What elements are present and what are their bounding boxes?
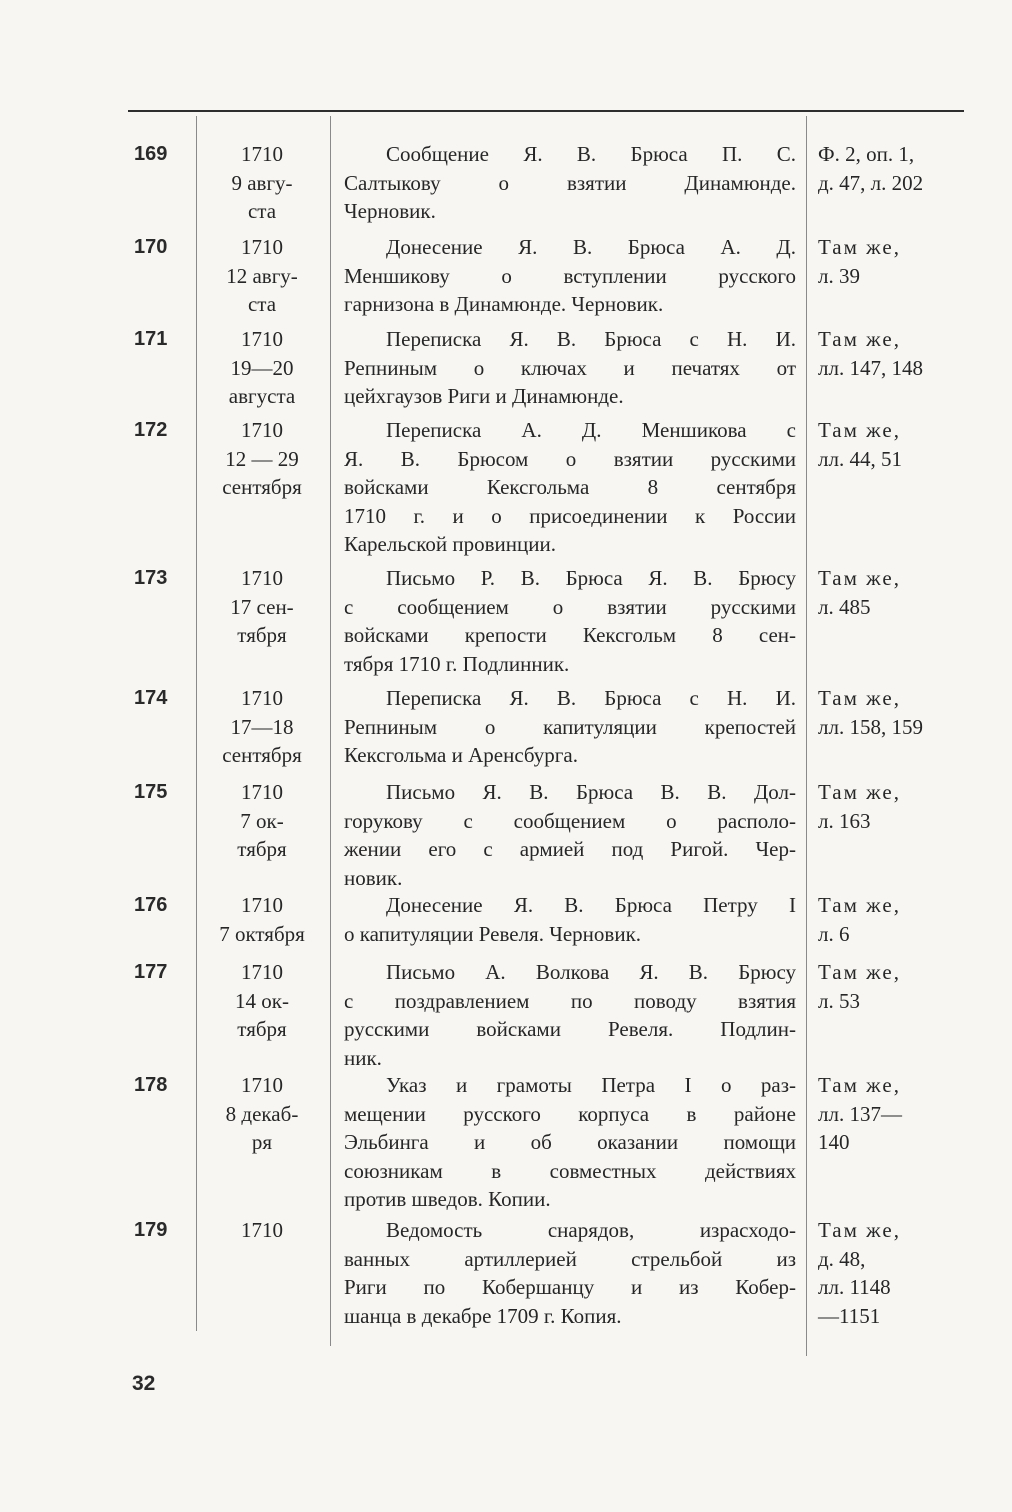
date-line: 1710 [241, 893, 283, 917]
date-line: 7 ок- [240, 808, 284, 833]
row-number: 176 [134, 894, 168, 916]
reference-line: Там же, [818, 566, 901, 590]
reference-line: лл. 44, 51 [818, 446, 902, 471]
date-line: 7 октября [219, 921, 305, 946]
date-line: 8 декаб- [225, 1101, 299, 1126]
reference-line: Там же, [818, 418, 901, 442]
date-line: 1710 [241, 327, 283, 351]
description-line: Донесение Я. В. Брюса А. Д. [386, 235, 796, 259]
date-line: августа [228, 384, 296, 408]
row-number: 171 [134, 328, 168, 350]
reference-line: Там же, [818, 780, 901, 804]
row-number: 170 [134, 236, 168, 258]
description-line: союзникам в совместных действиях [344, 1158, 796, 1183]
description-line: ник. [344, 1045, 382, 1070]
reference-line: 140 [818, 1130, 850, 1154]
date-line: тября [237, 1017, 287, 1041]
date-line: 14 ок- [235, 988, 289, 1013]
reference-line: лл. 147, 148 [818, 355, 923, 380]
date-line: 19—20 [230, 355, 294, 380]
description-line: мещении русского корпуса в районе [344, 1101, 796, 1126]
row-number: 169 [134, 143, 168, 165]
date-line: ря [251, 1130, 273, 1154]
row-description [344, 325, 796, 411]
row-date [200, 958, 324, 1044]
reference-line: Там же, [818, 893, 901, 917]
row-archive-reference [818, 958, 968, 1015]
date-line: ста [247, 199, 277, 223]
description-line: Переписка Я. В. Брюса с Н. И. [386, 686, 796, 710]
description-line: Эльбинга и об оказании помощи [344, 1130, 796, 1154]
date-line: 17—18 [230, 714, 294, 739]
date-line: 17 сен- [230, 594, 294, 619]
row-date [200, 684, 324, 770]
row-description [344, 416, 796, 559]
date-line: 1710 [241, 780, 283, 804]
date-line: 1710 [241, 566, 283, 590]
row-number: 177 [134, 961, 168, 983]
column-divider [330, 116, 331, 1346]
date-line: 1710 [241, 960, 283, 984]
description-line: Сообщение Я. В. Брюса П. С. [386, 142, 796, 166]
row-date [200, 325, 324, 411]
row-date [200, 1216, 324, 1245]
row-description [344, 1071, 796, 1214]
reference-line: л. 53 [818, 988, 860, 1013]
row-archive-reference [818, 564, 968, 621]
row-number: 174 [134, 687, 168, 709]
row-date [200, 564, 324, 650]
description-line: войсками крепости Кексгольм 8 сен- [344, 623, 796, 647]
description-line: Ведомость снарядов, израсходо- [386, 1218, 796, 1242]
description-line: цейхгаузов Риги и Динамюнде. [344, 384, 624, 408]
row-number: 173 [134, 567, 168, 589]
description-line: ванных артиллерией стрельбой из [344, 1246, 796, 1271]
row-date [200, 416, 324, 502]
row-date [200, 891, 324, 948]
date-line: 12 авгу- [226, 263, 298, 288]
row-date [200, 1071, 324, 1157]
description-line: о капитуляции Ревеля. Черновик. [344, 921, 642, 946]
date-line: 1710 [241, 418, 283, 442]
description-line: шанца в декабре 1709 г. Копия. [344, 1303, 622, 1328]
row-description [344, 778, 796, 892]
description-line: Репниным о капитуляции крепостей [344, 714, 796, 739]
row-number: 179 [134, 1219, 168, 1241]
row-archive-reference [818, 778, 968, 835]
description-line: войсками Кексгольма 8 сентября [344, 475, 796, 499]
row-description [344, 958, 796, 1072]
row-archive-reference [818, 891, 968, 948]
row-archive-reference [818, 1071, 968, 1157]
description-line: русскими войсками Ревеля. Подлин- [344, 1017, 796, 1041]
column-divider [196, 116, 197, 1331]
row-date [200, 233, 324, 319]
description-line: жении его с армией под Ригой. Чер- [344, 837, 796, 861]
description-line: Письмо Я. В. Брюса В. В. Дол- [386, 780, 796, 804]
date-line: 1710 [241, 1218, 283, 1242]
row-archive-reference [818, 325, 968, 382]
row-number: 178 [134, 1074, 168, 1096]
description-line: против шведов. Копии. [344, 1187, 551, 1211]
row-date [200, 140, 324, 226]
description-line: Письмо А. Волкова Я. В. Брюсу [386, 960, 796, 984]
description-line: Меншикову о вступлении русского [344, 263, 796, 288]
description-line: Риги по Кобершанцу и из Кобер- [344, 1275, 796, 1299]
row-description [344, 140, 796, 226]
reference-line: д. 48, [818, 1246, 866, 1271]
date-line: ста [247, 292, 277, 316]
reference-line: д. 47, л. 202 [818, 170, 924, 195]
description-line: новик. [344, 865, 403, 890]
reference-line: Там же, [818, 327, 901, 351]
row-archive-reference [818, 416, 968, 473]
reference-line: Там же, [818, 686, 901, 710]
description-line: с поздравлением по поводу взятия [344, 988, 796, 1013]
date-line: 1710 [241, 686, 283, 710]
reference-line: л. 39 [818, 263, 860, 288]
row-archive-reference [818, 684, 968, 741]
description-line: 1710 г. и о присоединении к России [344, 503, 796, 528]
reference-line: Ф. 2, оп. 1, [818, 142, 915, 166]
row-archive-reference [818, 140, 968, 197]
reference-line: л. 6 [818, 921, 850, 946]
row-date [200, 778, 324, 864]
date-line: тября [237, 623, 287, 647]
row-archive-reference [818, 1216, 968, 1330]
description-line: Салтыкову о взятии Динамюнде. [344, 170, 796, 195]
description-line: Переписка Я. В. Брюса с Н. И. [386, 327, 796, 351]
date-line: сентября [222, 475, 302, 499]
description-line: Письмо Р. В. Брюса Я. В. Брюсу [386, 566, 796, 590]
row-description [344, 1216, 796, 1330]
reference-line: лл. 158, 159 [818, 714, 923, 739]
description-line: с сообщением о взятии русскими [344, 594, 796, 619]
reference-line: Там же, [818, 1218, 901, 1242]
date-line: тября [237, 837, 287, 861]
description-line: Черновик. [344, 199, 436, 223]
description-line: Переписка А. Д. Меншикова с [386, 418, 796, 442]
description-line: горукову с сообщением о располо- [344, 808, 796, 833]
date-line: 1710 [241, 235, 283, 259]
reference-line: Там же, [818, 1073, 901, 1097]
table-top-rule [128, 110, 964, 112]
date-line: сентября [222, 743, 302, 767]
reference-line: Там же, [818, 235, 901, 259]
description-line: Указ и грамоты Петра I о раз- [386, 1073, 796, 1097]
date-line: 1710 [241, 142, 283, 166]
row-number: 175 [134, 781, 168, 803]
page-number: 32 [132, 1372, 156, 1395]
row-archive-reference [818, 233, 968, 290]
description-line: Карельской провинции. [344, 532, 556, 556]
description-line: Донесение Я. В. Брюса Петру I [386, 893, 796, 917]
reference-line: л. 163 [818, 808, 871, 833]
column-divider [806, 116, 807, 1356]
date-line: 12 — 29 [225, 446, 299, 471]
row-description [344, 564, 796, 678]
reference-line: л. 485 [818, 594, 871, 619]
row-description [344, 233, 796, 319]
row-number: 172 [134, 419, 168, 441]
reference-line: Там же, [818, 960, 901, 984]
row-description [344, 891, 796, 948]
date-line: 1710 [241, 1073, 283, 1097]
description-line: гарнизона в Динамюнде. Черновик. [344, 292, 664, 316]
description-line: тября 1710 г. Подлинник. [344, 651, 570, 676]
reference-line: —1151 [818, 1303, 881, 1328]
description-line: Кексгольма и Аренсбурга. [344, 743, 578, 767]
reference-line: лл. 1148 [818, 1275, 891, 1299]
description-line: Репниным о ключах и печатях от [344, 355, 796, 380]
reference-line: лл. 137— [818, 1101, 902, 1126]
date-line: 9 авгу- [231, 170, 293, 195]
row-description [344, 684, 796, 770]
description-line: Я. В. Брюсом о взятии русскими [344, 446, 796, 471]
